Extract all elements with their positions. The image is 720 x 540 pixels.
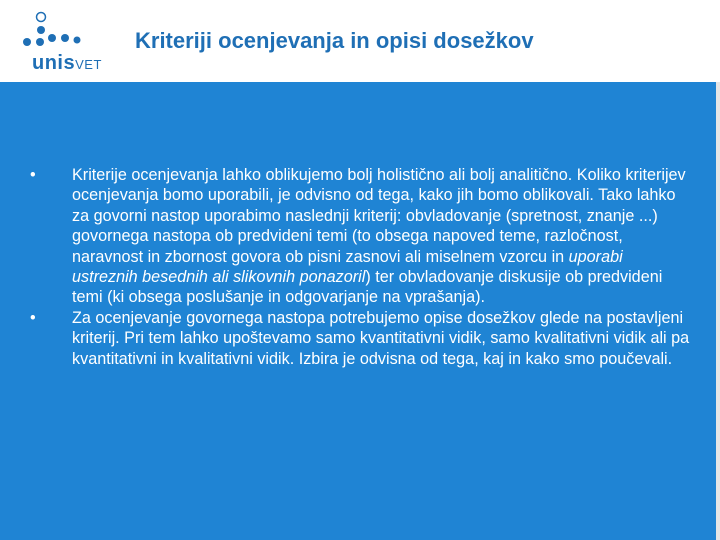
logo-main-text: unis — [32, 52, 76, 74]
bullet-1-text-italic: uporabi ustreznih besednih ali slikovnih ponazoril — [72, 247, 623, 287]
bullet-2-text: Za ocenjevanje govornega nastopa potrebujemo opise dosežkov glede na postavljeni kriterij. Pri tem lahko upoštevamo samo kvantitativni vidik, samo kvalitativni vidik ali pa kvantitativni in kvalitativni vidik. Izbira je odvisna od tega, kaj in kako smo poučevali. — [72, 308, 690, 368]
list-item — [30, 308, 690, 369]
bullet-1-text-start: Kriterije ocenjevanja lahko oblikujemo bolj holistično ali bolj analitično. Koliko kriterijev ocenjevanja bomo uporabili, je odvisno od tega, kako jih bomo oblikovali. Tako lahko za govorni nastop uporabimo naslednji kriterij: obvladovanje (spretnost, znanje ...) govornega nastopa ob predvideni temi (to obsega napoved teme, razločnost, naravnost in zbornost govora ob pisni zasnovi ali miselnem vzorcu in — [72, 166, 686, 266]
slide-header — [0, 0, 720, 82]
slide-title: Kriteriji ocenjevanja in opisi dosežkov — [135, 28, 534, 53]
logo-wordmark — [32, 52, 102, 75]
bullet-marker: • — [30, 308, 36, 327]
bullet-1-text-end: ) ter obvladovanje diskusije ob predvideni temi (ki obsega poslušanje in odgovarjanje na vprašanja). — [72, 268, 663, 307]
logo-sub-text: VET — [75, 57, 102, 72]
bullet-marker: • — [30, 166, 36, 184]
list-item — [30, 165, 690, 308]
unisvet-logo — [18, 10, 118, 72]
slide-body — [30, 165, 690, 369]
bullet-list — [30, 165, 690, 369]
logo-dots-icon — [18, 10, 118, 52]
